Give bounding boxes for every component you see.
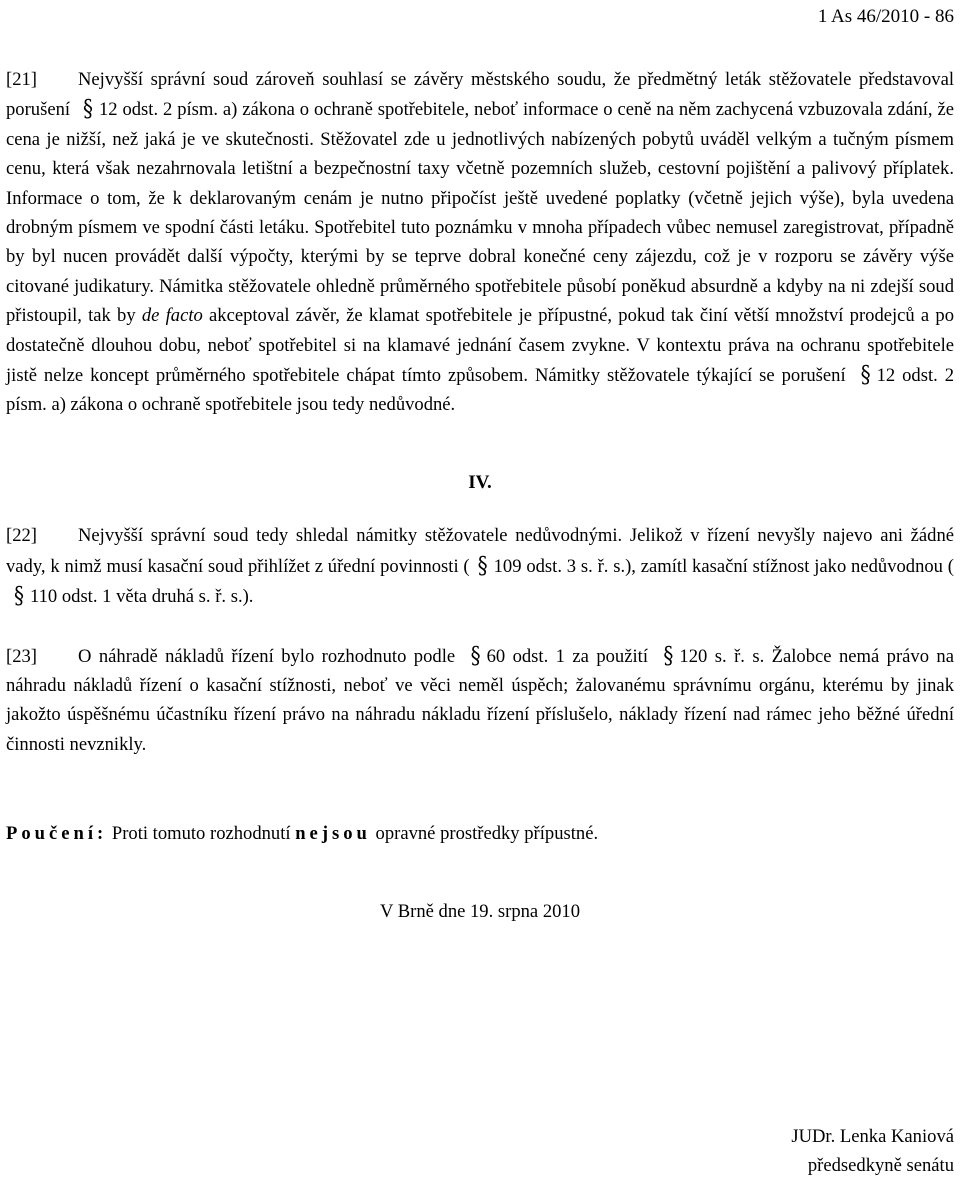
paragraph-text: akceptoval závěr, že klamat spotřebitele je přípustné, pokud tak činí větší množství prodejců a po dostatečně dlouhou dobu, neboť spotřebitel si na klamavé jednání časem zvykne. V kontextu práva na ochranu spotřebitele jistě nelze koncept průměrného spotřebitele chápat tímto způsobem. Námitky stěžovatele týkající se porušení	[6, 305, 954, 387]
paragraph-22	[6, 521, 954, 611]
case-number: 1 As 46/2010 - 86	[817, 6, 954, 27]
paragraph-text: 12 odst. 2 písm. a) zákona o ochraně spotřebitele, neboť informace o ceně na něm zachycená vzbuzovala zdání, že cena je nižší, než jaká je ve skutečnosti. Stěžovatel zde u jednotlivých nabízených pobytů uváděl velkým a tučným písmem cenu, která však nezahrnovala letištní a bezpečnostní taxy včetně pozemních služeb, cestovní pojištění a palivový příplatek. Informace o tom, že k deklarovaným cenám je nutno připočíst ještě uvedené poplatky (včetně jejich výše), byla uvedena drobným písmem ve spodní části letáku. Spotřebitel tuto poznámku v mnoha případech vůbec nemusel zaregistrovat, případně by byl nucen provádět další výpočty, kterými by se teprve dobral konečné ceny zájezdu, což je v rozporu se závěry výše citované judikatury. Námitka stěžovatele ohledně průměrného spotřebitele působí poněkud absurdně a kdyby na ni zdejší soud přistoupil, tak by	[6, 99, 954, 327]
document-body	[6, 65, 954, 926]
paragraph-text: 12 odst. 2 písm. a) zákona o ochraně spotřebitele jsou tedy nedůvodné.	[6, 365, 954, 416]
paragraph-text: Nejvyšší správní soud tedy shledal námitky stěžovatele nedůvodnými. Jelikož v řízení nevyšly najevo ani žádné vady, k nimž musí kasační soud přihlížet z úřední povinnosti (	[6, 525, 954, 577]
paragraph-number: [22]	[6, 525, 37, 547]
paragraph-text: 60 odst. 1 za použití	[486, 645, 648, 667]
section-symbol: §	[14, 581, 24, 609]
paragraph-number: [23]	[6, 645, 37, 667]
signatory-name: JUDr. Lenka Kaniová	[791, 1126, 954, 1147]
legal-instruction	[6, 819, 954, 848]
paragraph-text: 109 odst. 3 s. ř. s.), zamítl kasační stížnost jako nedůvodnou (	[493, 555, 954, 577]
paragraph-text: Nejvyšší správní soud zároveň souhlasí se závěry městského soudu, že předmětný leták stěžovatele představoval porušení	[6, 69, 954, 121]
section-symbol: §	[470, 640, 481, 669]
signatory-role: předsedkyně senátu	[807, 1155, 954, 1176]
paragraph-text: 120 s. ř. s. Žalobce nemá právo na náhradu nákladů řízení o kasační stížnosti, neboť ve věci neměl úspěch; žalovanému správnímu orgánu, kterému by jinak jakožto úspěšnému účastníku řízení právo na náhradu nákladu řízení příslušelo, náklady řízení nad rámec jeho běžné úřední činnosti nevznikly.	[6, 645, 954, 755]
section-symbol: §	[663, 640, 674, 669]
paragraph-21	[6, 65, 954, 420]
section-symbol: §	[82, 94, 93, 123]
date-line: V Brně dne 19. srpna 2010	[379, 900, 581, 922]
instruction-label: Poučení:	[6, 823, 108, 845]
instruction-emphasis: nejsou	[295, 823, 371, 845]
italic-term: de facto	[141, 305, 203, 327]
section-symbol: §	[477, 550, 488, 579]
instruction-text: opravné prostředky přípustné.	[375, 823, 599, 845]
paragraph-text: O náhradě nákladů řízení bylo rozhodnuto podle	[78, 645, 456, 667]
instruction-text: Proti tomuto rozhodnutí	[111, 823, 291, 845]
paragraph-number: [21]	[6, 69, 37, 90]
paragraph-23	[6, 641, 954, 760]
section-symbol: §	[860, 360, 871, 388]
signature-block	[791, 1122, 954, 1180]
section-heading: IV.	[468, 471, 492, 493]
paragraph-text: 110 odst. 1 věta druhá s. ř. s.).	[30, 586, 254, 608]
